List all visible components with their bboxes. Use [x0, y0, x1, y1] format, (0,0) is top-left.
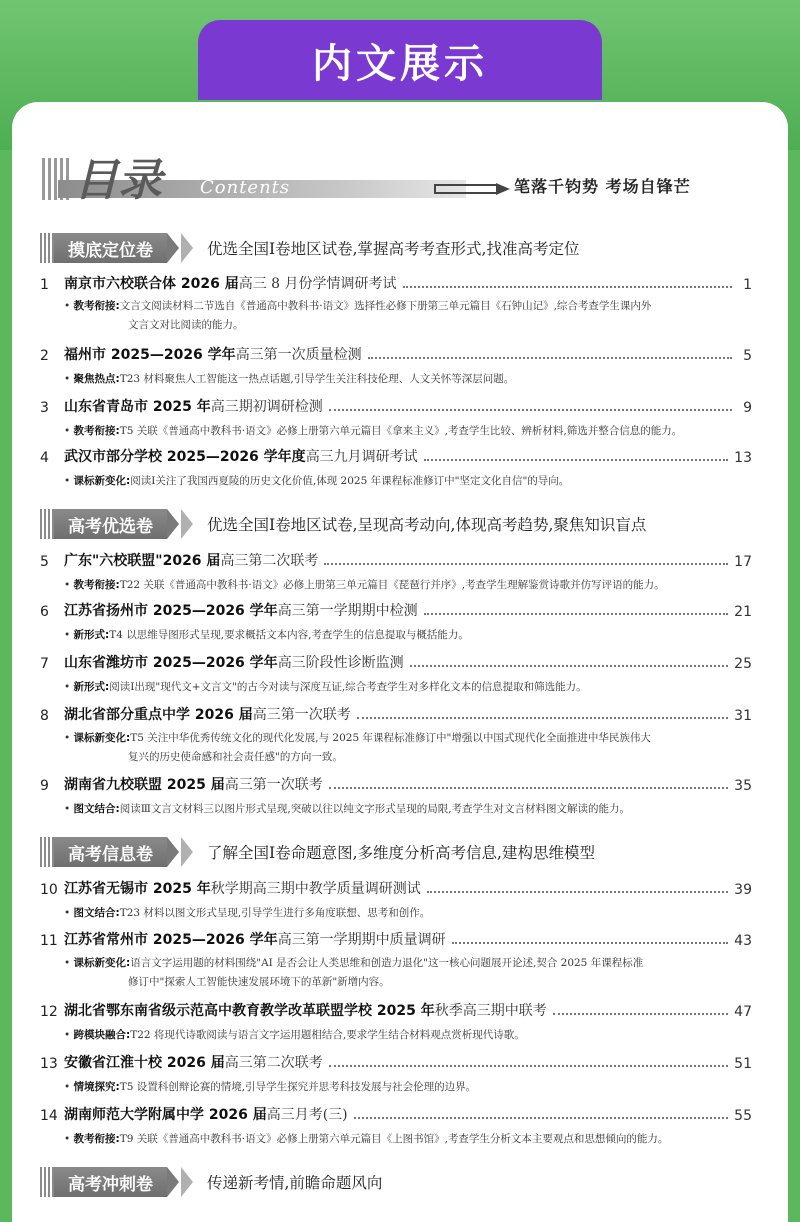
note-text: 文言文阅读材料二节选自《普通高中教科书·语文》选择性必修下册第三单元篇目《石钟山记》,综合考查学生课内外 — [119, 300, 652, 312]
note-text: T22 关联《普通高中教科书·语文》必修上册第三单元篇目《琵琶行并序》,考查学生理解鉴赏诗歌并仿写评语的能力。 — [119, 579, 665, 591]
dot-leader — [424, 613, 728, 615]
entry-title-bold: 湖北省部分重点中学 2026 届 — [64, 707, 253, 723]
entry-title-bold: 江苏省扬州市 2025—2026 学年 — [64, 603, 278, 619]
toc-entry[interactable] — [40, 273, 752, 293]
entry-number: 14 — [40, 1108, 58, 1124]
entry-note: • 跨模块融合:T22 将现代诗歌阅读与语言文字运用题相结合,要求学生结合材料观点赏析现代诗歌。 — [64, 1029, 525, 1041]
note-text: T23 材料以图文形式呈现,引导学生进行多角度联想、思考和创作。 — [119, 907, 431, 919]
entry-note: • 聚焦热点:T23 材料聚焦人工智能这一热点话题,引导学生关注科技伦理、人文关怀等深层问题。 — [64, 373, 515, 385]
arrow-icon — [181, 233, 193, 263]
note-text-cont: 复兴的历史使命感和社会责任感"的方向一致。 — [128, 751, 343, 763]
pencil-icon — [434, 184, 496, 194]
arrow-icon — [167, 1167, 179, 1197]
entry-page: 31 — [734, 708, 752, 724]
section-stripes — [40, 233, 54, 263]
note-text: T23 材料聚焦人工智能这一热点话题,引导学生关注科技伦理、人文关怀等深层问题。 — [119, 373, 515, 385]
section-header — [40, 508, 646, 540]
entry-note: • 新形式:T4 以思维导图形式呈现,要求概括文本内容,考查学生的信息提取与概括能力。 — [64, 629, 469, 641]
entry-title-bold: 江苏省无锡市 2025 年 — [64, 881, 211, 897]
entry-page: 39 — [734, 882, 752, 898]
entry-number: 4 — [40, 450, 49, 466]
entry-page: 21 — [734, 604, 752, 620]
entry-title-rest: 秋季高三期中联考 — [434, 1003, 547, 1019]
entry-note: • 教考衔接:文言文阅读材料二节选自《普通高中教科书·语文》选择性必修下册第三单元篇目《石钟山记》,综合考查学生课内外 文言文对比阅读的能力。 — [64, 297, 754, 335]
entry-page: 47 — [734, 1004, 752, 1020]
entry-title-bold: 福州市 2025—2026 学年 — [64, 347, 236, 363]
note-text: 语言文字运用题的材料围绕"AI 是否会让人类思维和创造力退化"这一核心问题展开论述,契合 2025 年课程标准 — [130, 957, 644, 969]
pencil-tip-icon — [496, 183, 510, 195]
entry-note: • 情境探究:T5 设置科创辩论赛的情境,引导学生探究并思考科技发展与社会伦理的边界。 — [64, 1081, 477, 1093]
note-text: T9 关联《普通高中教科书·语文》必修上册第六单元篇目《上图书馆》,考查学生分析文本主要观点和思想倾向的能力。 — [119, 1133, 669, 1145]
entry-number: 5 — [40, 554, 49, 570]
toc-title: 目录 — [74, 155, 162, 206]
entry-page: 55 — [734, 1108, 752, 1124]
note-label: 教考衔接: — [73, 579, 120, 591]
dot-leader — [329, 787, 728, 789]
toc-entry[interactable] — [40, 878, 752, 898]
entry-note: • 教考衔接:T5 关联《普通高中教科书·语文》必修上册第六单元篇目《拿来主义》,考查学生比较、辨析材料,筛选并整合信息的能力。 — [64, 425, 683, 437]
entry-title-rest: 高三月考(三) — [266, 1107, 348, 1123]
entry-number: 10 — [40, 882, 58, 898]
note-text: T5 关注中华优秀传统文化的现代化发展,与 2025 年课程标准修订中"增强以中国式现代化全面推进中华民族伟大 — [130, 732, 651, 744]
section-desc: 传递新考情,前瞻命题风向 — [207, 1174, 383, 1192]
entry-note: • 课标新变化:语言文字运用题的材料围绕"AI 是否会让人类思维和创造力退化"这一核心问题展开论述,契合 2025 年课程标准 修订中"探索人工智能快速发展环境下的革新"新增内容。 — [64, 954, 754, 992]
entry-page: 5 — [743, 348, 752, 364]
note-label: 教考衔接: — [73, 425, 120, 437]
entry-title-bold: 山东省青岛市 2025 年 — [64, 399, 211, 415]
entry-title-bold: 湖南师范大学附属中学 2026 届 — [64, 1107, 267, 1123]
toc-entry[interactable] — [40, 344, 752, 364]
arrow-icon — [181, 1167, 193, 1197]
section-label: 摸底定位卷 — [54, 233, 167, 263]
entry-title-rest: 高三第一次联考 — [224, 777, 323, 793]
entry-number: 8 — [40, 708, 49, 724]
entry-note: • 图文结合:阅读Ⅲ文言文材料三以图片形式呈现,突破以往以纯文字形式呈现的局限,考查学生对文言材料图文解读的能力。 — [64, 803, 631, 815]
header-slogan: 笔落千钧势 考场自锋芒 — [514, 177, 691, 196]
banner-title: 内文展示 — [312, 40, 488, 87]
arrow-icon — [167, 837, 179, 867]
note-label: 跨模块融合: — [73, 1029, 131, 1041]
section-header — [40, 836, 595, 868]
arrow-icon — [181, 837, 193, 867]
entry-note: • 教考衔接:T22 关联《普通高中教科书·语文》必修上册第三单元篇目《琵琶行并序》,考查学生理解鉴赏诗歌并仿写评语的能力。 — [64, 579, 665, 591]
entry-number: 1 — [40, 277, 49, 293]
arrow-icon — [167, 509, 179, 539]
entry-title-bold: 江苏省常州市 2025—2026 学年 — [64, 932, 278, 948]
note-text: T4 以思维导图形式呈现,要求概括文本内容,考查学生的信息提取与概括能力。 — [109, 629, 469, 641]
entry-title-rest: 高三第一学期期中质量调研 — [277, 932, 446, 948]
dot-leader — [427, 891, 728, 893]
toc-entry[interactable] — [40, 446, 752, 466]
entry-page: 13 — [734, 450, 752, 466]
entry-title-bold: 南京市六校联合体 2026 届 — [64, 276, 239, 292]
entry-title-bold: 山东省潍坊市 2025—2026 学年 — [64, 655, 278, 671]
dot-leader — [357, 717, 728, 719]
note-text-cont: 文言文对比阅读的能力。 — [128, 319, 244, 331]
toc-header — [42, 150, 768, 206]
entry-title-bold: 武汉市部分学校 2025—2026 学年度 — [64, 449, 306, 465]
toc-entry[interactable] — [40, 396, 752, 416]
entry-title-rest: 高三第一次质量检测 — [235, 347, 362, 363]
dot-leader — [553, 1013, 728, 1015]
entry-title-rest: 高三九月调研考试 — [305, 449, 418, 465]
entry-number: 7 — [40, 656, 49, 672]
note-label: 教考衔接: — [73, 1133, 120, 1145]
note-label: 情境探究: — [73, 1081, 120, 1093]
dot-leader — [329, 409, 732, 411]
entry-number: 13 — [40, 1056, 58, 1072]
toc-entry[interactable] — [40, 1000, 752, 1020]
toc-entry[interactable] — [40, 774, 752, 794]
entry-page: 51 — [734, 1056, 752, 1072]
toc-subtitle: Contents — [200, 177, 291, 198]
section-header — [40, 1166, 382, 1198]
entry-number: 6 — [40, 604, 49, 620]
entry-page: 17 — [734, 554, 752, 570]
note-label: 新形式: — [73, 629, 110, 641]
section-stripes — [40, 1167, 54, 1197]
note-label: 课标新变化: — [73, 732, 131, 744]
entry-title-rest: 高三第一学期期中检测 — [277, 603, 418, 619]
entry-title-bold: 湖北省鄂东南省级示范高中教育教学改革联盟学校 2025 年 — [64, 1003, 435, 1019]
entry-note: • 课标新变化:T5 关注中华优秀传统文化的现代化发展,与 2025 年课程标准修订中"增强以中国式现代化全面推进中华民族伟大 复兴的历史使命感和社会责任感"的方向一致。 — [64, 729, 754, 767]
dot-leader — [410, 665, 728, 667]
entry-page: 25 — [734, 656, 752, 672]
note-label: 图文结合: — [73, 907, 120, 919]
entry-number: 12 — [40, 1004, 58, 1020]
entry-title-rest: 高三期初调研检测 — [210, 399, 323, 415]
note-label: 聚焦热点: — [73, 373, 120, 385]
entry-note: • 新形式:阅读Ⅰ出现"现代文+文言文"的古今对读与深度互证,综合考查学生对多样化文本的信息提取和筛选能力。 — [64, 681, 587, 693]
entry-page: 43 — [734, 933, 752, 949]
entry-title-rest: 秋学期高三期中教学质量调研测试 — [210, 881, 421, 897]
entry-title-rest: 高三第一次联考 — [252, 707, 351, 723]
entry-title-bold: 广东"六校联盟"2026 届 — [64, 553, 221, 569]
dot-leader — [324, 563, 728, 565]
entry-page: 9 — [743, 400, 752, 416]
note-text: T5 设置科创辩论赛的情境,引导学生探究并思考科技发展与社会伦理的边界。 — [119, 1081, 477, 1093]
note-text: T22 将现代诗歌阅读与语言文字运用题相结合,要求学生结合材料观点赏析现代诗歌。 — [130, 1029, 525, 1041]
entry-page: 1 — [743, 277, 752, 293]
section-label: 高考优选卷 — [54, 509, 167, 539]
section-label: 高考信息卷 — [54, 837, 167, 867]
entry-note: • 课标新变化:阅读Ⅰ关注了我国西夏陵的历史文化价值,体现 2025 年课程标准修订中"坚定文化自信"的导向。 — [64, 475, 570, 487]
dot-leader — [354, 1117, 729, 1119]
dot-leader — [452, 942, 728, 944]
dot-leader — [329, 1065, 728, 1067]
dot-leader — [368, 357, 732, 359]
toc-entry[interactable] — [40, 652, 752, 672]
arrow-icon — [167, 233, 179, 263]
section-label: 高考冲刺卷 — [54, 1167, 167, 1197]
entry-number: 3 — [40, 400, 49, 416]
entry-number: 2 — [40, 348, 49, 364]
note-text: 阅读Ⅰ关注了我国西夏陵的历史文化价值,体现 2025 年课程标准修订中"坚定文化自信"的导向。 — [130, 475, 570, 487]
arrow-icon — [181, 509, 193, 539]
entry-note: • 图文结合:T23 材料以图文形式呈现,引导学生进行多角度联想、思考和创作。 — [64, 907, 431, 919]
entry-title-rest: 高三阶段性诊断监测 — [277, 655, 404, 671]
note-text-cont: 修订中"探索人工智能快速发展环境下的革新"新增内容。 — [128, 976, 390, 988]
dot-leader — [403, 286, 732, 288]
entry-title-rest: 高三第二次联考 — [220, 553, 319, 569]
entry-title-bold: 湖南省九校联盟 2025 届 — [64, 777, 225, 793]
section-stripes — [40, 509, 54, 539]
section-header — [40, 232, 579, 264]
note-label: 新形式: — [73, 681, 110, 693]
section-stripes — [40, 837, 54, 867]
entry-title-bold: 安徽省江淮十校 2026 届 — [64, 1055, 225, 1071]
note-text: 阅读Ⅲ文言文材料三以图片形式呈现,突破以往以纯文字形式呈现的局限,考查学生对文言材料图文解读的能力。 — [119, 803, 631, 815]
entry-title-rest: 高三 8 月份学情调研考试 — [238, 276, 397, 292]
entry-number: 11 — [40, 933, 58, 949]
note-label: 教考衔接: — [73, 300, 120, 312]
content-card — [12, 102, 788, 1222]
dot-leader — [424, 459, 728, 461]
entry-page: 35 — [734, 778, 752, 794]
note-label: 课标新变化: — [73, 475, 131, 487]
toc-entry[interactable] — [40, 1104, 752, 1124]
section-desc: 了解全国Ⅰ卷命题意图,多维度分析高考信息,建构思维模型 — [207, 844, 595, 862]
section-desc: 优选全国Ⅰ卷地区试卷,呈现高考动向,体现高考趋势,聚焦知识盲点 — [207, 516, 647, 534]
toc-entry[interactable] — [40, 704, 752, 724]
toc-entry[interactable] — [40, 550, 752, 570]
banner — [198, 20, 602, 100]
note-label: 课标新变化: — [73, 957, 131, 969]
entry-title-rest: 高三第二次联考 — [224, 1055, 323, 1071]
toc-entry[interactable] — [40, 1052, 752, 1072]
toc-entry[interactable] — [40, 600, 752, 620]
toc-entry[interactable] — [40, 929, 752, 949]
section-desc: 优选全国Ⅰ卷地区试卷,掌握高考考查形式,找准高考定位 — [207, 240, 580, 258]
entry-note: • 教考衔接:T9 关联《普通高中教科书·语文》必修上册第六单元篇目《上图书馆》,考查学生分析文本主要观点和思想倾向的能力。 — [64, 1133, 669, 1145]
note-label: 图文结合: — [73, 803, 120, 815]
entry-number: 9 — [40, 778, 49, 794]
note-text: 阅读Ⅰ出现"现代文+文言文"的古今对读与深度互证,综合考查学生对多样化文本的信息提取和筛选能力。 — [109, 681, 587, 693]
note-text: T5 关联《普通高中教科书·语文》必修上册第六单元篇目《拿来主义》,考查学生比较、辨析材料,筛选并整合信息的能力。 — [119, 425, 683, 437]
